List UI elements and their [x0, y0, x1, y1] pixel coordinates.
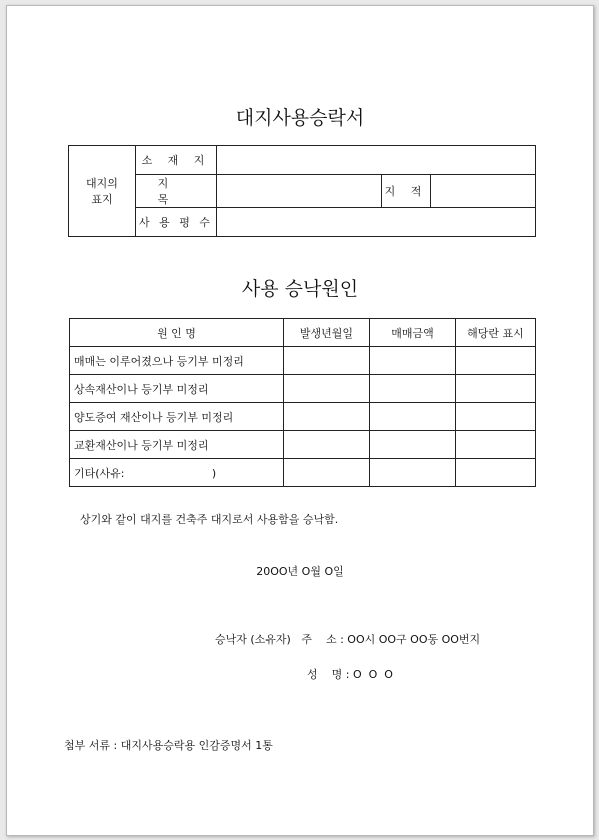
amount-cell[interactable]	[370, 375, 456, 403]
address-value: OO시 OO구 OO동 OO번지	[347, 633, 481, 646]
date-cell[interactable]	[284, 375, 370, 403]
consenter-address-line	[215, 631, 480, 647]
mark-cell[interactable]	[456, 375, 536, 403]
consenter-label: 승낙자 (소유자)	[215, 633, 291, 646]
consenter-name-line	[307, 666, 393, 682]
table-row	[69, 175, 536, 208]
lot-label: 지 목	[136, 175, 217, 208]
table-row	[70, 459, 536, 487]
consent-statement: 상기와 같이 대지를 건축주 대지로서 사용함을 승낙함.	[80, 513, 339, 526]
use-area-value-cell[interactable]	[217, 208, 536, 237]
land-info-table	[68, 145, 536, 237]
reason-table	[69, 318, 536, 487]
header-occurrence-date: 발생년월일	[284, 319, 370, 347]
date-cell[interactable]	[284, 459, 370, 487]
date-cell[interactable]	[284, 403, 370, 431]
table-row	[69, 146, 536, 175]
use-area-label: 사 용 평 수	[136, 208, 217, 237]
lot-value-cell[interactable]	[217, 175, 382, 208]
address-label: 주 소 :	[301, 633, 344, 646]
land-group-label-line1: 대지의	[86, 177, 118, 190]
header-mark: 해당란 표시	[456, 319, 536, 347]
name-label: 성 명 :	[307, 668, 350, 681]
amount-cell[interactable]	[370, 347, 456, 375]
name-value: O O O	[352, 668, 393, 681]
document-title: 대지사용승락서	[235, 107, 365, 129]
location-value-cell[interactable]	[217, 146, 536, 175]
table-row	[70, 403, 536, 431]
land-group-label	[69, 146, 136, 237]
amount-cell[interactable]	[370, 431, 456, 459]
mark-cell[interactable]	[456, 347, 536, 375]
attachment-note: 첨부 서류 : 대지사용승락용 인감증명서 1통	[64, 739, 273, 752]
document-date: 20OO년 O월 O일	[256, 565, 344, 578]
table-row	[70, 431, 536, 459]
date-cell[interactable]	[284, 431, 370, 459]
reason-name-cell: 교환재산이나 등기부 미정리	[70, 431, 284, 459]
header-reason-name: 원 인 명	[70, 319, 284, 347]
document-page	[6, 5, 594, 836]
mark-cell[interactable]	[456, 403, 536, 431]
amount-cell[interactable]	[370, 403, 456, 431]
land-group-label-line2: 표지	[91, 193, 113, 206]
reason-name-cell: 상속재산이나 등기부 미정리	[70, 375, 284, 403]
header-sale-amount: 매매금액	[370, 319, 456, 347]
amount-cell[interactable]	[370, 459, 456, 487]
table-row	[70, 347, 536, 375]
reason-name-cell: 기타(사유: )	[70, 459, 284, 487]
location-label: 소 재 지	[136, 146, 217, 175]
area-value-cell[interactable]	[431, 175, 536, 208]
table-row	[69, 208, 536, 237]
mark-cell[interactable]	[456, 431, 536, 459]
mark-cell[interactable]	[456, 459, 536, 487]
reason-name-cell: 양도증여 재산이나 등기부 미정리	[70, 403, 284, 431]
table-header-row	[70, 319, 536, 347]
date-cell[interactable]	[284, 347, 370, 375]
reason-name-cell: 매매는 이루어졌으나 등기부 미정리	[70, 347, 284, 375]
table-row	[70, 375, 536, 403]
area-label: 지 적	[382, 175, 431, 208]
reason-section-title: 사용 승낙원인	[241, 278, 359, 300]
